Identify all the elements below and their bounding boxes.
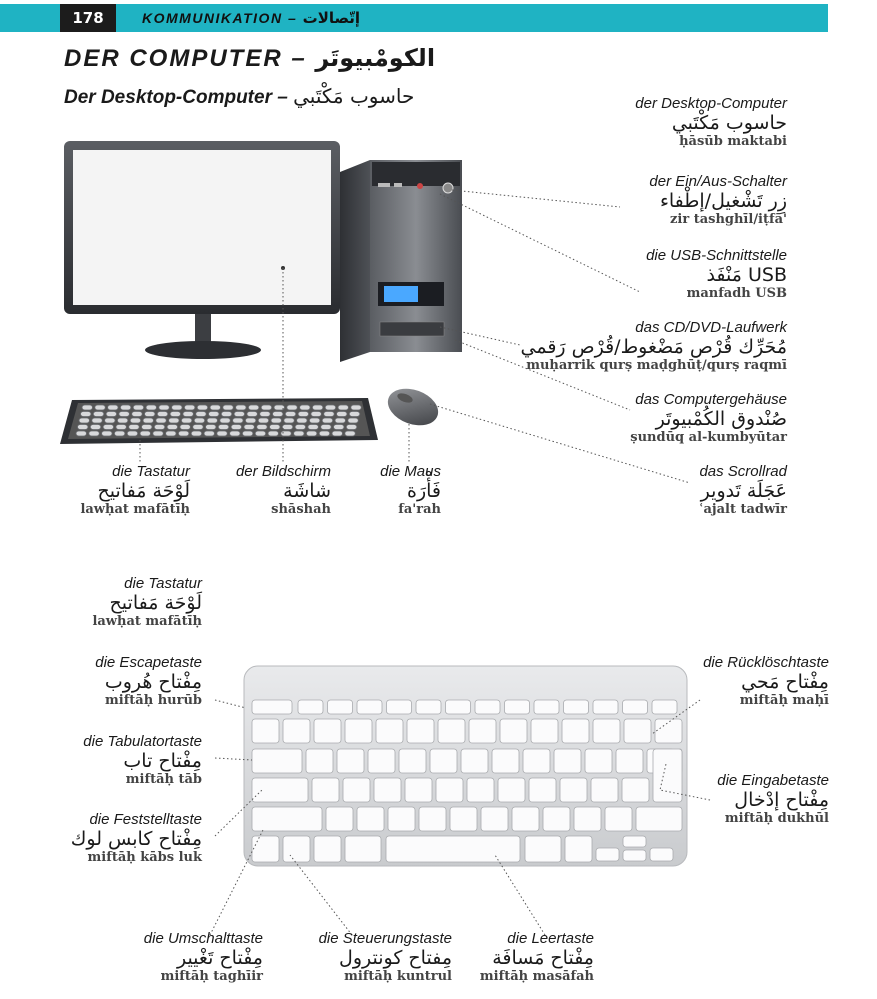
desk-key — [167, 425, 178, 430]
label-de: die Eingabetaste — [717, 772, 829, 789]
label-de: die Tabulatortaste — [83, 733, 202, 750]
desk-key — [322, 418, 333, 423]
key-ctrl — [283, 836, 310, 862]
label-de: das Scrollrad — [699, 463, 787, 480]
desk-key — [324, 412, 335, 417]
desk-key — [140, 431, 151, 436]
desk-key — [244, 425, 255, 430]
section-title-ar: إتّصالات — [302, 9, 361, 27]
desk-key — [119, 412, 129, 417]
key-letter — [492, 749, 519, 773]
label-ar: مِفْتاح إدْخال — [734, 788, 829, 811]
desk-key — [170, 412, 181, 417]
desk-key — [89, 431, 100, 436]
desk-key — [287, 405, 298, 410]
label-tr: ḥāsūb maktabi — [679, 133, 787, 149]
label-de: die USB-Schnittstelle — [646, 247, 787, 264]
key-letter — [337, 749, 364, 773]
label-tr: lawḥat mafātīḥ — [92, 613, 202, 629]
key-function — [564, 700, 589, 714]
desk-key — [204, 431, 215, 436]
label-de: die Leertaste — [507, 930, 594, 947]
label-ar: شاشَة — [283, 479, 331, 502]
key-letter — [554, 749, 581, 773]
desk-key — [255, 431, 266, 436]
key-letter — [560, 778, 587, 802]
desk-key — [325, 405, 336, 410]
desk-key — [282, 425, 293, 430]
label-ar: عَجَلَة تَدوير — [700, 479, 787, 502]
desk-key — [92, 418, 103, 423]
desk-key — [193, 425, 204, 430]
desk-key — [154, 425, 165, 430]
desk-key — [105, 418, 116, 423]
label-tr: muḥarrik qurṣ maḍghūṭ/qurṣ raqmī — [526, 357, 787, 373]
label-ar: مِفْتاح هُروب — [104, 670, 202, 693]
desk-key — [82, 405, 93, 410]
key-function — [298, 700, 323, 714]
label-keyboard-2 — [92, 576, 202, 628]
label-ar: لَوْحَة مَفاتيح — [97, 479, 190, 502]
desk-key — [206, 425, 217, 430]
key-fn — [252, 836, 279, 862]
key-function — [505, 700, 530, 714]
label-de: die Feststelltaste — [89, 811, 202, 828]
label-ar: مِفتاح كونترول — [339, 946, 452, 969]
desk-key — [270, 425, 281, 430]
key-letter — [529, 778, 556, 802]
desk-key — [258, 418, 269, 423]
key-number — [314, 719, 341, 743]
desk-key — [281, 431, 292, 436]
monitor-illustration — [64, 141, 340, 359]
desk-key — [117, 418, 128, 423]
desk-key — [172, 405, 183, 410]
section-title-de: KOMMUNIKATION – — [142, 10, 298, 26]
desk-key — [261, 405, 272, 410]
key-letter — [436, 778, 463, 802]
key-number — [624, 719, 651, 743]
key-cmd-right — [525, 836, 561, 862]
key-shift-right — [636, 807, 682, 831]
key-letter — [357, 807, 384, 831]
leader-power — [452, 190, 620, 207]
key-number — [500, 719, 527, 743]
page-number: 178 — [60, 4, 116, 32]
label-ar: لَوْحَة مَفاتيح — [109, 591, 202, 614]
key-function — [475, 700, 500, 714]
page-title-ar: الكومْبيوتَر — [315, 44, 436, 72]
label-tr: zir tashghīl/iṭfā' — [670, 211, 787, 227]
desk-key — [297, 418, 308, 423]
mouse-illustration — [383, 382, 443, 432]
desk-key — [209, 412, 220, 417]
label-cd-drive — [521, 320, 787, 372]
label-tr: ʿajalt tadwīr — [698, 501, 787, 517]
label-ar: زِر تَشْغيل/إطْفاء — [659, 189, 787, 212]
desk-key — [108, 405, 119, 410]
label-backspace-key — [703, 655, 829, 707]
label-ar: حاسوب مَكْتَبي — [671, 111, 787, 134]
label-scroll-wheel — [699, 464, 787, 516]
key-tab — [252, 749, 302, 773]
desk-key — [143, 418, 154, 423]
desk-key — [79, 418, 90, 423]
leader-usb — [440, 194, 640, 292]
desk-key — [321, 425, 332, 430]
desk-key — [180, 425, 191, 430]
desk-key — [210, 405, 221, 410]
key-letter — [591, 778, 618, 802]
label-mouse — [380, 464, 441, 516]
label-ar: مِفْتاح تاب — [123, 749, 202, 772]
key-number — [283, 719, 310, 743]
key-arrow-up — [623, 836, 646, 847]
desk-key — [127, 431, 138, 436]
desk-key — [236, 405, 247, 410]
label-de: die Maus — [380, 463, 441, 480]
desk-key — [218, 425, 229, 430]
key-escape — [252, 700, 292, 714]
desk-key — [183, 412, 194, 417]
key-arrow-left — [596, 848, 619, 861]
label-de: die Steuerungstaste — [318, 930, 452, 947]
desk-key — [106, 412, 117, 417]
label-tr: miftāḥ hurūb — [105, 692, 202, 708]
desk-key — [345, 431, 356, 436]
key-space — [386, 836, 520, 862]
desk-key — [95, 405, 106, 410]
label-de: der Ein/Aus-Schalter — [649, 173, 787, 190]
desk-key — [159, 405, 170, 410]
desk-key — [114, 431, 125, 436]
desk-key — [184, 405, 195, 410]
desk-key — [81, 412, 92, 417]
desk-key — [120, 405, 130, 410]
label-desktop-computer — [635, 96, 787, 148]
label-tr: miftāḥ taghīir — [160, 968, 263, 984]
desk-key — [231, 425, 242, 430]
key-number — [407, 719, 434, 743]
desk-key — [157, 412, 168, 417]
key-letter — [467, 778, 494, 802]
desk-key — [309, 418, 320, 423]
key-letter — [388, 807, 415, 831]
key-alt-right — [565, 836, 592, 862]
label-shift-key — [144, 931, 263, 983]
label-space-key — [480, 931, 594, 983]
key-letter — [450, 807, 477, 831]
desk-key — [335, 418, 346, 423]
key-letter — [312, 778, 339, 802]
key-letter — [399, 749, 426, 773]
label-de: das Computergehäuse — [635, 391, 787, 408]
label-de: das CD/DVD-Laufwerk — [635, 319, 787, 336]
desk-key — [311, 412, 322, 417]
key-letter — [430, 749, 457, 773]
label-ar: مِفْتاح كابس لوك — [70, 827, 202, 850]
desk-key — [146, 405, 157, 410]
desk-key — [194, 418, 205, 423]
label-tr: lawḥat mafātīḥ — [80, 501, 190, 517]
key-arrow-right — [650, 848, 673, 861]
label-ar: فَأْرَة — [406, 479, 441, 502]
desk-key — [233, 418, 244, 423]
label-ar: مِفْتاح تَغْيير — [176, 946, 263, 969]
desk-key — [298, 412, 309, 417]
desk-key — [349, 412, 360, 417]
desk-key — [153, 431, 164, 436]
key-letter — [585, 749, 612, 773]
desk-key — [116, 425, 127, 430]
desk-key — [145, 412, 156, 417]
key-letter — [419, 807, 446, 831]
desk-key — [129, 425, 140, 430]
key-letter — [622, 778, 649, 802]
key-letter — [368, 749, 395, 773]
desk-key — [337, 412, 348, 417]
desk-key — [295, 425, 306, 430]
desk-key — [90, 425, 101, 430]
key-letter — [405, 778, 432, 802]
label-computer-case — [630, 392, 787, 444]
desk-key — [268, 431, 279, 436]
desk-key — [294, 431, 305, 436]
leader-space — [495, 855, 545, 935]
label-de: die Umschalttaste — [143, 930, 263, 947]
desk-key — [338, 405, 349, 410]
desk-key — [230, 431, 241, 436]
desk-key — [191, 431, 202, 436]
page-subtitle-de: Der Desktop-Computer – — [64, 87, 288, 108]
key-number — [562, 719, 589, 743]
key-shift-left — [252, 807, 322, 831]
desk-key — [285, 412, 296, 417]
key-function — [387, 700, 412, 714]
desk-key — [166, 431, 177, 436]
label-tr: miftāḥ maḥī — [739, 692, 829, 708]
label-tr: miftāḥ masāfah — [479, 968, 594, 984]
desk-key — [223, 405, 234, 410]
label-enter-key — [717, 773, 829, 825]
label-ar: مُحَرِّك قُرْص مَضْغوط/قُرْص رَقمي — [520, 335, 787, 358]
key-function — [534, 700, 559, 714]
desk-key — [169, 418, 180, 423]
key-function — [328, 700, 353, 714]
key-letter — [498, 778, 525, 802]
key-backspace — [655, 719, 682, 743]
key-alt — [314, 836, 341, 862]
label-tr: miftāḥ kuntrul — [344, 968, 452, 984]
desk-key — [181, 418, 192, 423]
key-letter — [343, 778, 370, 802]
desk-key — [156, 418, 167, 423]
desk-key — [207, 418, 218, 423]
desk-key — [348, 418, 359, 423]
key-letter — [306, 749, 333, 773]
key-enter — [653, 749, 682, 802]
desk-key — [308, 425, 319, 430]
desk-key — [142, 425, 153, 430]
desk-key — [103, 425, 114, 430]
label-de: der Bildschirm — [235, 463, 331, 480]
label-tr: fa'rah — [398, 501, 441, 517]
key-letter — [543, 807, 570, 831]
key-function — [623, 700, 648, 714]
key-number — [376, 719, 403, 743]
label-keyboard — [80, 464, 190, 516]
label-screen — [236, 464, 331, 516]
page-title-de: DER COMPUTER – — [64, 45, 307, 72]
desk-key — [178, 431, 189, 436]
label-tr: ṣundūq al-kumbyūtar — [630, 429, 787, 445]
key-letter — [461, 749, 488, 773]
desk-key — [221, 412, 232, 417]
label-escape-key — [95, 655, 202, 707]
label-tr: miftāḥ kābs luk — [87, 849, 202, 865]
desk-key — [300, 405, 311, 410]
leader-ctrl — [290, 855, 352, 935]
desk-key — [247, 412, 258, 417]
label-ar: مَنْفَذ USB — [706, 263, 787, 286]
desk-key — [93, 412, 104, 417]
desk-key — [284, 418, 295, 423]
key-function — [357, 700, 382, 714]
key-letter — [326, 807, 353, 831]
label-de: die Rücklöschtaste — [703, 654, 829, 671]
desk-key — [220, 418, 231, 423]
label-ctrl-key — [319, 931, 452, 983]
label-caps-lock-key — [71, 812, 202, 864]
leader-escape — [215, 700, 246, 708]
desk-key — [334, 425, 345, 430]
desk-key — [257, 425, 268, 430]
label-tab-key — [83, 734, 202, 786]
desk-key — [197, 405, 208, 410]
label-tr: miftāḥ dukhūl — [724, 810, 829, 826]
desk-key — [217, 431, 228, 436]
label-tr: manfadh USB — [686, 285, 787, 301]
desk-key — [242, 431, 253, 436]
label-ar: مِفْتاح مَسافَة — [492, 946, 594, 969]
desk-key — [273, 412, 284, 417]
key-letter — [512, 807, 539, 831]
label-de: die Escapetaste — [95, 654, 202, 671]
desk-key — [132, 412, 143, 417]
label-de: die Tastatur — [112, 463, 190, 480]
desk-key — [346, 425, 357, 430]
tower-illustration — [340, 160, 462, 362]
key-caps-lock — [252, 778, 308, 802]
key-function — [446, 700, 471, 714]
desk-key — [351, 405, 362, 410]
desk-key — [78, 425, 89, 430]
desk-key — [102, 431, 113, 436]
desk-key — [133, 405, 144, 410]
desk-key — [76, 431, 87, 436]
desk-key — [260, 412, 271, 417]
key-number — [593, 719, 620, 743]
key-number — [252, 719, 279, 743]
key-function — [593, 700, 618, 714]
key-letter — [616, 749, 643, 773]
desk-key — [271, 418, 282, 423]
key-number — [531, 719, 558, 743]
key-number — [438, 719, 465, 743]
key-letter — [374, 778, 401, 802]
label-power-switch — [649, 174, 787, 226]
desk-key — [332, 431, 343, 436]
label-tr: miftāḥ tāb — [125, 771, 202, 787]
key-letter — [574, 807, 601, 831]
desk-key — [306, 431, 317, 436]
key-letter — [523, 749, 550, 773]
label-de: der Desktop-Computer — [635, 95, 787, 112]
key-cmd-left — [345, 836, 381, 862]
label-usb-port — [646, 248, 787, 300]
key-letter — [605, 807, 632, 831]
key-number — [345, 719, 372, 743]
desk-key — [319, 431, 330, 436]
key-function — [652, 700, 677, 714]
key-letter — [481, 807, 508, 831]
page-subtitle-ar: حاسوب مَكْتَبي — [293, 84, 415, 108]
key-number — [469, 719, 496, 743]
desk-key — [196, 412, 207, 417]
label-ar: صُنْدوق الكُمْبيوتَر — [655, 407, 787, 430]
desk-key — [130, 418, 141, 423]
desk-key — [245, 418, 256, 423]
key-function — [416, 700, 441, 714]
key-arrow-down — [623, 850, 646, 861]
label-tr: shāshah — [271, 501, 331, 517]
desk-key — [312, 405, 323, 410]
label-de: die Tastatur — [124, 575, 202, 592]
desk-key — [248, 405, 259, 410]
desk-key — [234, 412, 245, 417]
label-ar: مِفْتاح مَحي — [741, 670, 829, 693]
